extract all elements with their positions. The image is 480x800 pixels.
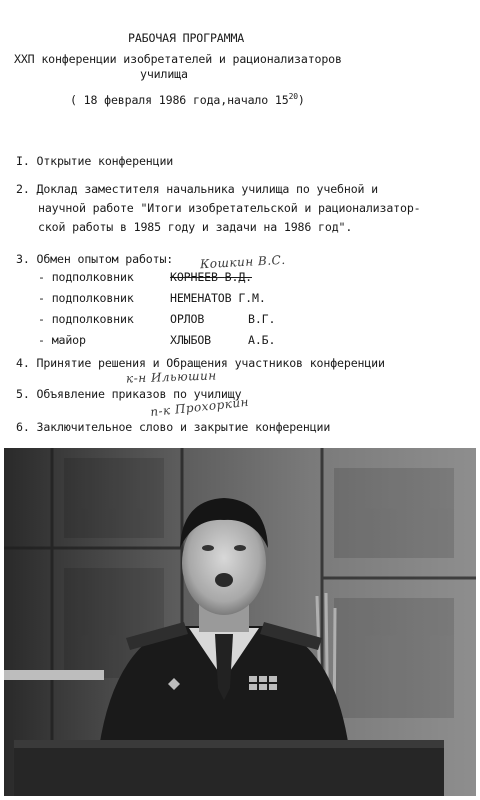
agenda-item-5: 5. Объявление приказов по училищу <box>16 387 242 401</box>
agenda-item-2-line3: ской работы в 1985 году и задачи на 1986 год". <box>38 220 353 234</box>
mouth <box>215 573 233 587</box>
handwritten-note-speaker: Кошкин В.С. <box>199 252 286 272</box>
speaker-name: ХЛЫБОВ <box>170 333 211 347</box>
speaker-photo <box>4 448 476 796</box>
agenda-item-1: I. Открытие конференции <box>16 154 174 168</box>
handrail <box>4 670 104 680</box>
eye-right <box>234 545 246 551</box>
agenda-item-2-line2: научной работе "Итоги изобретательской и рационализатор- <box>38 201 421 215</box>
podium-top <box>14 740 444 748</box>
speaker-initials: А.Б. <box>248 333 276 347</box>
handwritten-note-decision: к-н Ильюшин <box>125 368 217 386</box>
speaker-name: ОРЛОВ <box>170 312 205 326</box>
agenda-item-3: 3. Обмен опытом работы: <box>16 252 174 266</box>
agenda-item-4: 4. Принятие решения и Обращения участников конференции <box>16 356 385 370</box>
document-subtitle-line1: ХХП конференции изобретателей и рационализаторов <box>14 52 342 66</box>
speaker-row: - майор <box>38 333 86 347</box>
speaker-name-struck: КОРНЕЕВ В.Д. <box>170 270 252 284</box>
speaker-name: НЕМЕНАТОВ Г.М. <box>170 291 266 305</box>
podium <box>14 740 444 796</box>
document-title: РАБОЧАЯ ПРОГРАММА <box>128 31 245 45</box>
document-date: ( 18 февраля 1986 года,начало $15^{20}$) <box>70 92 305 107</box>
speaker-row: - подполковник <box>38 312 134 326</box>
handwritten-note-orders: п-к Прохоркин <box>149 394 250 420</box>
speaker-initials: В.Г. <box>248 312 276 326</box>
eye-left <box>202 545 214 551</box>
document-subtitle-line2: училища <box>140 67 188 81</box>
agenda-item-6: 6. Заключительное слово и закрытие конференции <box>16 420 331 434</box>
speaker-row: - подполковник <box>38 291 134 305</box>
speaker-row: - подполковник <box>38 270 134 284</box>
agenda-item-2: 2. Доклад заместителя начальника училища по учебной и <box>16 182 379 196</box>
